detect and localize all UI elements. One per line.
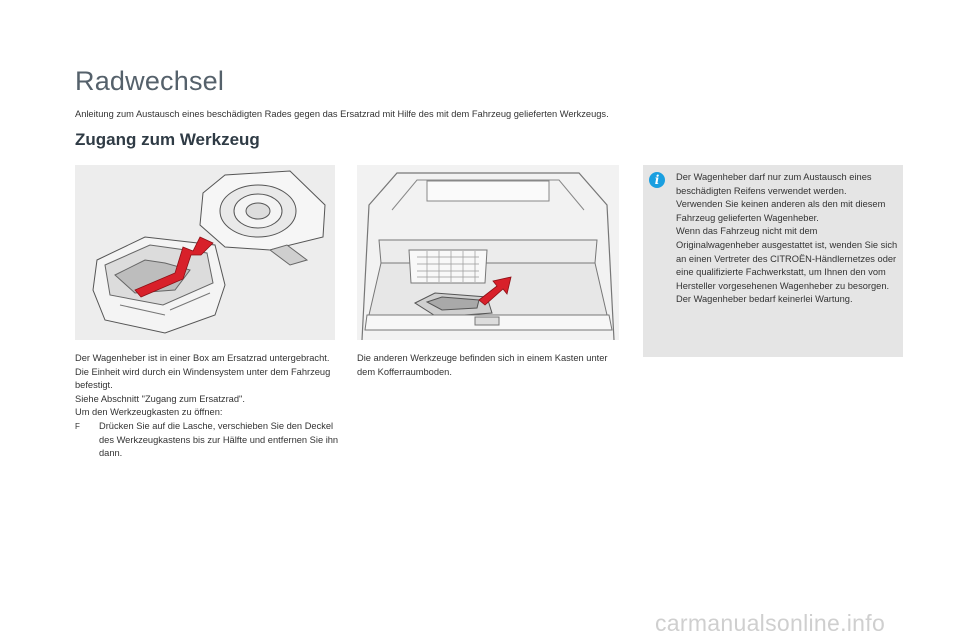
info-text	[676, 171, 898, 307]
info-paragraph: Verwenden Sie keinen anderen als den mit diesem Fahrzeug gelieferten Wagenheber.	[676, 199, 886, 223]
paragraph: Der Wagenheber ist in einer Box am Ersatzrad untergebracht.	[75, 353, 330, 363]
paragraph: Um den Werkzeugkasten zu öffnen:	[75, 407, 223, 418]
info-paragraph: Der Wagenheber darf nur zum Austausch eines beschädigten Reifens verwendet werden.	[676, 172, 872, 196]
bullet-marker-icon: F	[75, 421, 80, 431]
page-title: Radwechsel	[75, 66, 225, 96]
jack-box-illustration	[75, 165, 335, 340]
paragraph: Die Einheit wird durch ein Windensystem unter dem Fahrzeug befestigt.	[75, 366, 331, 391]
instruction-bullet	[75, 420, 341, 461]
paragraph: Siehe Abschnitt "Zugang zum Ersatzrad".	[75, 393, 245, 404]
paragraph: Die anderen Werkzeuge befinden sich in einem Kasten unter dem Kofferraumboden.	[357, 353, 608, 377]
info-paragraph: Der Wagenheber bedarf keinerlei Wartung.	[676, 294, 853, 305]
info-box	[643, 165, 903, 357]
trunk-illustration	[357, 165, 619, 340]
jack-box-drawing	[75, 165, 335, 340]
section-title: Zugang zum Werkzeug	[75, 130, 260, 149]
info-icon: i	[649, 172, 665, 188]
info-paragraph: Wenn das Fahrzeug nicht mit dem Originalwagenheber ausgestattet ist, wenden Sie sich an einen Vertreter des CITROËN-Händlernetzes oder eine qualifizierte Fachwerkstatt, um Ihnen den vom Hersteller vorgesehenen Wagenheber zu besorgen.	[676, 226, 898, 291]
trunk-drawing	[357, 165, 619, 340]
bullet-text: Drücken Sie auf die Lasche, verschieben Sie den Deckel des Werkzeugkastens bis zur Hälfte und entfernen Sie ihn dann.	[99, 420, 339, 459]
intro-text: Anleitung zum Austausch eines beschädigten Rades gegen das Ersatzrad mit Hilfe des mit dem Fahrzeug gelieferten Werkzeugs.	[75, 109, 609, 119]
tools-description	[357, 352, 619, 379]
watermark: carmanualsonline.info	[655, 610, 886, 636]
jack-description	[75, 352, 341, 461]
